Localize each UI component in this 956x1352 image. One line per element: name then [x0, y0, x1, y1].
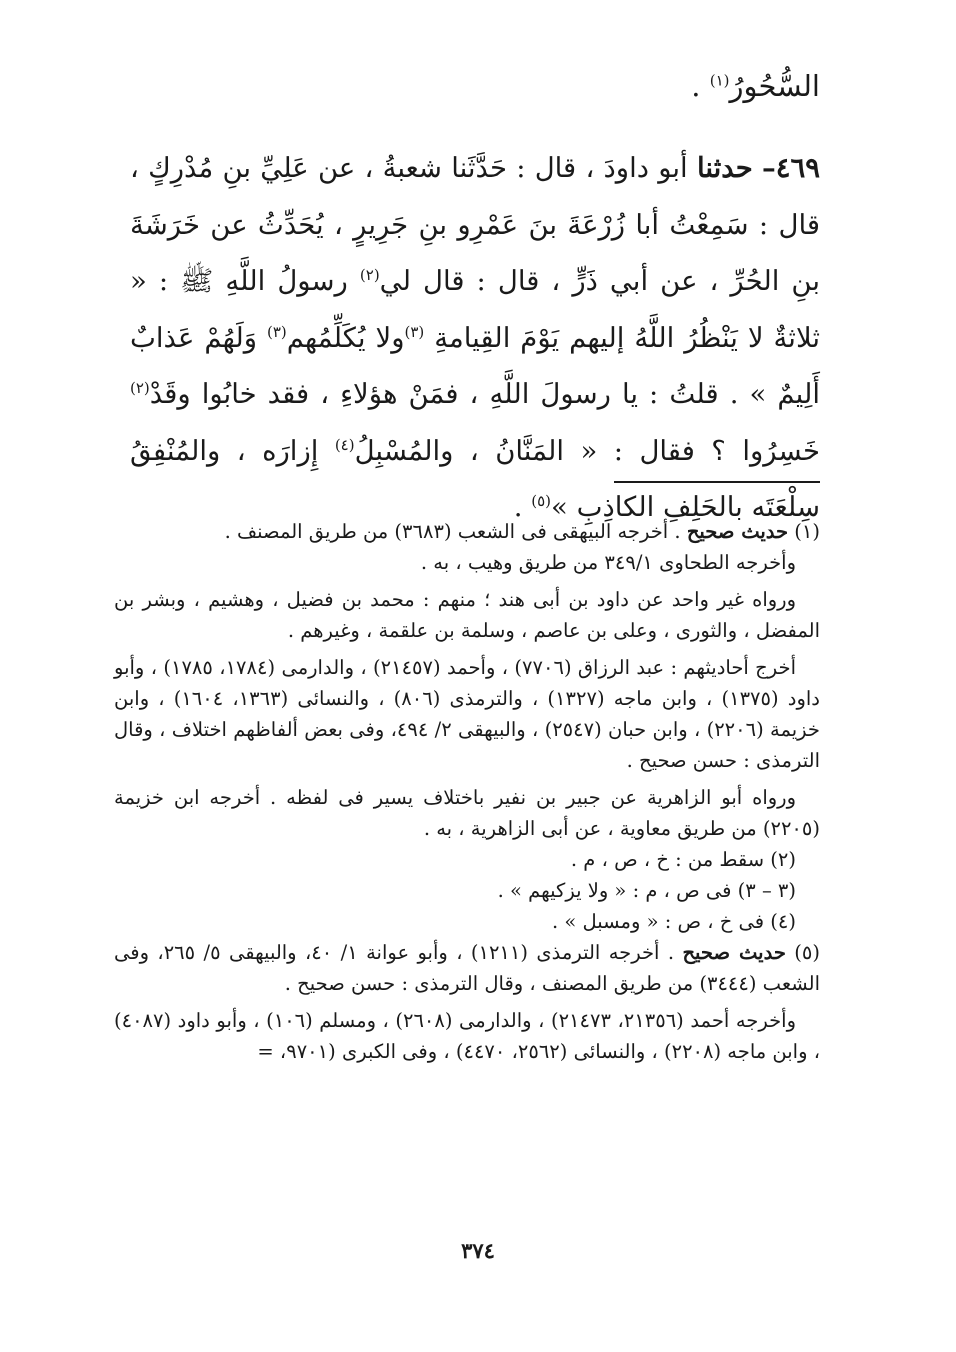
footnote-5-paragraph: وأخرجه أحمد (٢١٣٥٦، ٢١٤٧٣) ، والدارمى (٢٦٠٨) ، ومسلم (١٠٦) ، وأبو داود (٤٠٨٧) ، وابن ماجه (٢٢٠٨) ، والنسائى (٢٥٦٢، ٤٤٧٠) ، وفى الكبرى (٩٧٠١، =	[114, 1009, 820, 1063]
footnote-1-paragraph: ورواه غير واحد عن داود بن أبى هند ؛ منهم : محمد بن فضيل ، وهشيم ، وبشر بن المفضل ، والثورى ، وعلى بن عاصم ، وسلمة بن علقمة ، وغيرهم .	[114, 588, 820, 642]
hadith-text-part: وَلَهُمْ عَذابٌ أَلِيمٌ » . قلتُ : يا رسولَ اللَّهِ ، فمَنْ هؤلاءِ ، فقد خابُوا وقَدْ	[130, 321, 820, 410]
footnote-marker: (٥)	[531, 491, 552, 510]
footnote-marker: (٢)	[130, 378, 150, 397]
footnote-text: . أخرجه البيهقى فى الشعب (٣٦٨٣) من طريق المصنف .	[224, 520, 687, 543]
hadith-text-part: ولا يُكَلِّمُهم	[286, 321, 405, 354]
footnote-marker: (٢)	[359, 265, 380, 284]
footnote-grade: حديث صحيح	[686, 520, 789, 543]
hadith-number: ٤٦٩–	[761, 152, 820, 184]
hadith-text-part: رسولُ اللَّهِ ﷺ : « ثلاثةٌ لا يَنْظُرُ اللَّهُ إليهم يَوْمَ القِيامةِ	[130, 265, 821, 354]
continued-text-line	[691, 66, 820, 106]
footnote-grade: حديث صحيح	[682, 941, 786, 964]
hadith-text-part: أبو داودَ ، قال : حَدَّثَنا شعبةُ ، عن عَلِيِّ بنِ مُدْرِكٍ ، قال : سَمِعْتُ أبا زُرْعَةَ بنَ عَمْرِو بنِ جَرِيرٍ ، يُحَدِّثُ عن خَرَشَةَ بنِ الحُرِّ ، عن أبي ذَرٍّ ، قال : قال لي	[130, 152, 820, 297]
footnote-1-line: وأخرجه الطحاوى ٣٤٩/١ من طريق وهيب ، به .	[420, 551, 796, 574]
footnote-1-paragraph: أخرج أحاديثهم : عبد الرزاق (٧٧٠٦) ، وأحمد (٢١٤٥٧) ، والدارمى (١٧٨٤، ١٧٨٥) ، وأبو داود (١٣٧٥) ، وابن ماجه (١٣٢٧) ، والترمذى (٨٠٦) ، والنسائى (١٣٦٣، ١٦٠٤) ، وابن خزيمة (٢٢٠٦) ، وابن حبان (٢٥٤٧) ، والبيهقى ٢/ ٤٩٤، وفى بعض ألفاظهم اختلاف ، وقال الترمذى : حسن صحيح .	[114, 656, 820, 772]
footnote-separator-rule	[614, 481, 820, 483]
hadith-text-part: إِزارَه ، والمُنْفِقُ سِلْعَتَه بالحَلِفِ الكاذِبِ »	[130, 434, 820, 523]
footnote-number: (١)	[794, 520, 820, 543]
footnote-marker: (٤)	[334, 435, 355, 454]
footnote-marker: (١)	[709, 71, 730, 90]
footnote-5	[114, 937, 820, 999]
hadith-text-end: .	[513, 491, 532, 523]
top-line-text: السُّحُورُ	[729, 69, 820, 103]
footnote-2: (٢) سقط من : خ ، ص ، م .	[570, 848, 796, 871]
hadith-paragraph	[130, 140, 820, 536]
footnote-3: (٣ – ٣) فى ص ، م : « ولا يزكيهم » .	[497, 879, 796, 902]
footnote-number: (٥)	[794, 941, 820, 964]
page-number: ٣٧٤	[461, 1238, 495, 1263]
footnote-text: . أخرجه الترمذى (١٢١١) ، وأبو عوانة ١/ ٤٠، والبيهقى ٥/ ٢٦٥، وفى الشعب (٣٤٤٤) من طريق المصنف ، وقال الترمذى : حسن صحيح .	[114, 941, 820, 995]
footnote-1	[114, 516, 820, 547]
hadith-text-part: خَسِرُوا ؟ فقال : « المَنَّانُ ، والمُسْبِلُ	[354, 434, 820, 467]
top-line-end: .	[691, 69, 710, 103]
footnote-4: (٤) فى خ ، ص : « ومسبل » .	[551, 910, 796, 933]
footnote-1-paragraph: ورواه أبو الزاهرية عن جبير بن نفير باختلاف يسير فى لفظه . أخرجه ابن خزيمة (٢٢٠٥) من طريق معاوية ، عن أبى الزاهرية ، به .	[114, 786, 820, 840]
hadith-lead-word: حدثنا	[696, 152, 753, 184]
footnote-marker: (٣)	[404, 322, 425, 341]
footnotes-section	[114, 516, 820, 1067]
footnote-marker: (٣)	[266, 322, 287, 341]
